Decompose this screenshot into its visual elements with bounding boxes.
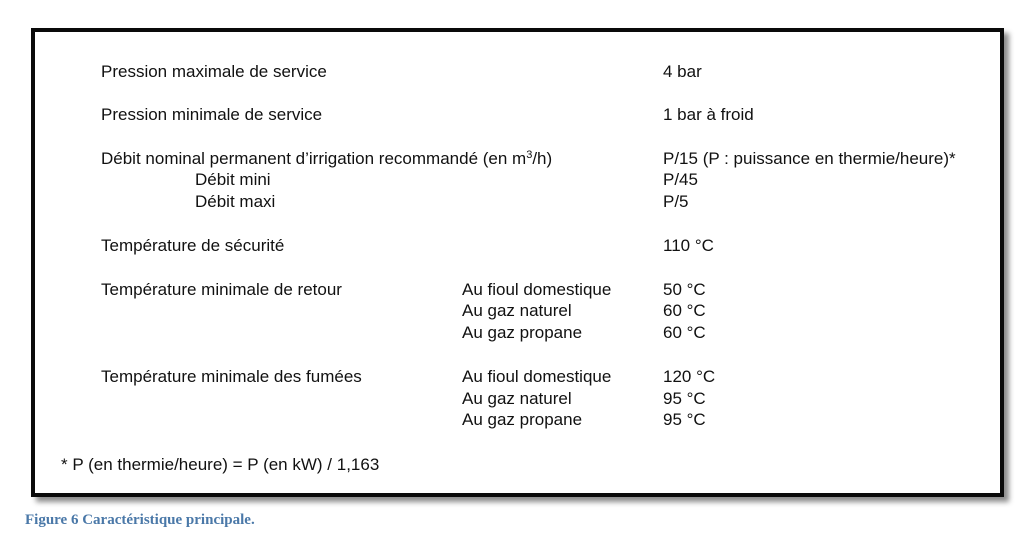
temp-retour-fuel: Au gaz propane: [462, 323, 583, 342]
temp-retour-value: 50 °C: [663, 280, 706, 299]
debit-maxi-value: P/5: [663, 192, 689, 211]
temp-fumees-value: 95 °C: [663, 389, 706, 408]
temp-fumees-value: 95 °C: [663, 410, 706, 429]
debit-label-sup: 3: [526, 149, 533, 161]
pression-min-label: Pression minimale de service: [101, 105, 323, 124]
temp-fumees-value: 120 °C: [663, 367, 716, 386]
temp-securite-label: Température de sécurité: [101, 236, 285, 255]
temp-fumees-fuel: Au fioul domestique: [462, 367, 612, 386]
pression-max-value: 4 bar: [663, 62, 702, 81]
temp-retour-value: 60 °C: [663, 323, 706, 342]
debit-label: [101, 149, 552, 169]
temp-retour-value: 60 °C: [663, 301, 706, 320]
temp-retour-fuel: Au gaz naturel: [462, 301, 572, 320]
debit-label-prefix: Débit nominal permanent d’irrigation recommandé (en m: [101, 149, 527, 168]
debit-label-suffix: /h): [532, 149, 553, 168]
debit-mini-label: Débit mini: [195, 170, 271, 189]
figure-caption: Figure 6 Caractéristique principale.: [25, 512, 255, 528]
temp-fumees-label: Température minimale des fumées: [101, 367, 362, 386]
temp-fumees-fuel: Au gaz naturel: [462, 389, 572, 408]
footnote: * P (en thermie/heure) = P (en kW) / 1,163: [61, 455, 380, 474]
temp-retour-fuel: Au fioul domestique: [462, 280, 612, 299]
temp-retour-label: Température minimale de retour: [101, 280, 342, 299]
temp-securite-value: 110 °C: [663, 236, 714, 255]
debit-maxi-label: Débit maxi: [195, 192, 276, 211]
debit-value: P/15 (P : puissance en thermie/heure)*: [663, 149, 956, 168]
pression-min-value: 1 bar à froid: [663, 105, 754, 124]
spec-table-frame: [31, 28, 1004, 497]
temp-fumees-fuel: Au gaz propane: [462, 410, 583, 429]
pression-max-label: Pression maximale de service: [101, 62, 327, 81]
debit-mini-value: P/45: [663, 170, 698, 189]
